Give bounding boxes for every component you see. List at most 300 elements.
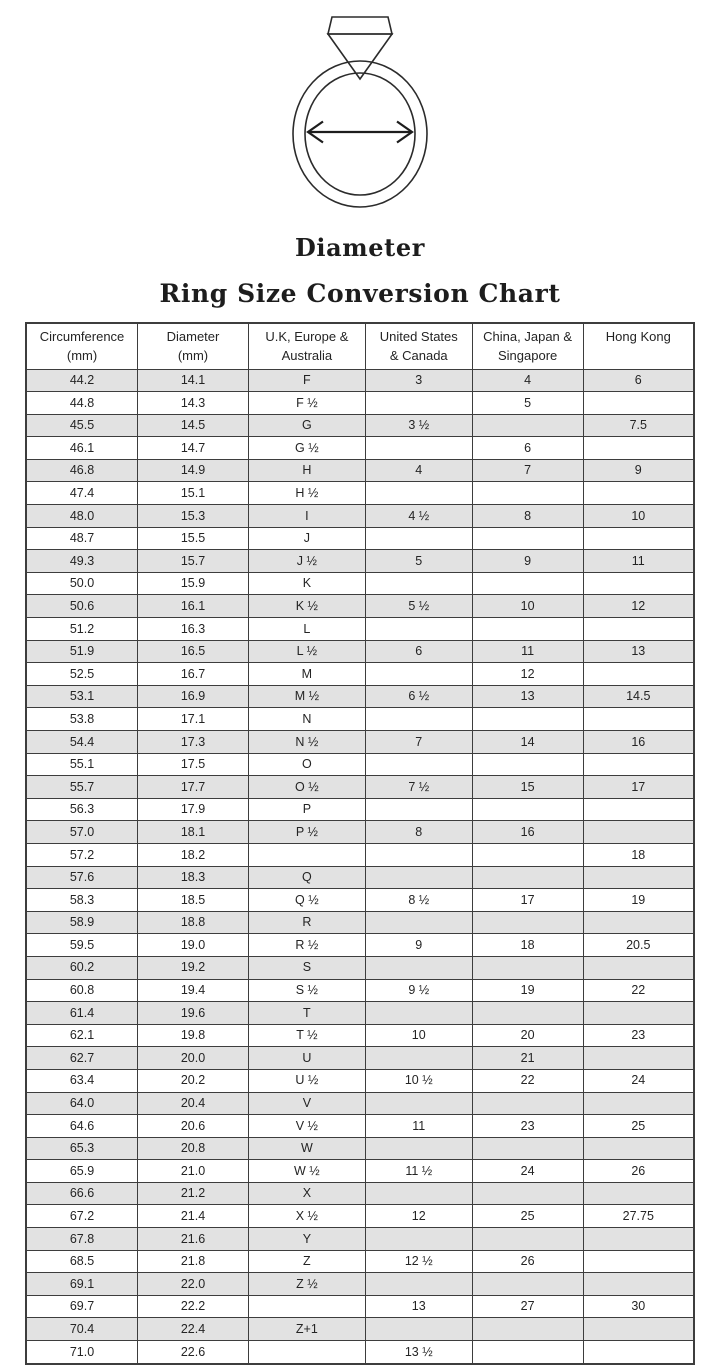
cell: 9 ½ xyxy=(365,979,472,1002)
cell xyxy=(583,1047,694,1070)
cell: 18.1 xyxy=(138,821,249,844)
cell xyxy=(365,1273,472,1296)
cell: 69.1 xyxy=(26,1273,138,1296)
cell: 20.0 xyxy=(138,1047,249,1070)
cell: 7 ½ xyxy=(365,776,472,799)
cell: 16.1 xyxy=(138,595,249,618)
cell: 25 xyxy=(472,1205,583,1228)
cell xyxy=(583,618,694,641)
cell: 56.3 xyxy=(26,798,138,821)
table-row xyxy=(26,685,694,708)
cell xyxy=(365,392,472,415)
cell: V ½ xyxy=(248,1115,365,1138)
cell xyxy=(472,956,583,979)
cell: 5 xyxy=(365,550,472,573)
cell xyxy=(365,1002,472,1025)
table-row xyxy=(26,392,694,415)
cell xyxy=(365,1047,472,1070)
cell: 8 xyxy=(472,505,583,528)
cell: 61.4 xyxy=(26,1002,138,1025)
cell: O xyxy=(248,753,365,776)
table-row xyxy=(26,595,694,618)
column-header-diameter: Diameter (mm) xyxy=(138,323,249,369)
cell: 19.8 xyxy=(138,1024,249,1047)
table-row xyxy=(26,1250,694,1273)
cell: 51.9 xyxy=(26,640,138,663)
cell xyxy=(472,1273,583,1296)
ring-outer-band xyxy=(293,61,427,207)
cell: 6 xyxy=(583,369,694,392)
cell: 11 ½ xyxy=(365,1160,472,1183)
cell: T ½ xyxy=(248,1024,365,1047)
cell: 71.0 xyxy=(26,1341,138,1364)
cell: 21 xyxy=(472,1047,583,1070)
cell xyxy=(365,1228,472,1251)
cell xyxy=(583,866,694,889)
cell xyxy=(365,866,472,889)
table-row xyxy=(26,505,694,528)
cell xyxy=(365,572,472,595)
cell: W xyxy=(248,1137,365,1160)
cell: 7 xyxy=(365,731,472,754)
cell: 21.8 xyxy=(138,1250,249,1273)
cell xyxy=(472,1341,583,1364)
cell: Q ½ xyxy=(248,889,365,912)
cell: 20.4 xyxy=(138,1092,249,1115)
cell: 22.2 xyxy=(138,1295,249,1318)
cell: 16 xyxy=(583,731,694,754)
cell xyxy=(365,956,472,979)
cell xyxy=(583,1273,694,1296)
cell: L xyxy=(248,618,365,641)
cell: 11 xyxy=(365,1115,472,1138)
cell: N ½ xyxy=(248,731,365,754)
cell: 22.4 xyxy=(138,1318,249,1341)
cell xyxy=(365,482,472,505)
cell xyxy=(365,527,472,550)
cell xyxy=(583,1228,694,1251)
table-row xyxy=(26,731,694,754)
cell: 13 ½ xyxy=(365,1341,472,1364)
cell: 13 xyxy=(365,1295,472,1318)
table-row xyxy=(26,482,694,505)
cell: 17.9 xyxy=(138,798,249,821)
diameter-caption: Diameter xyxy=(295,233,425,262)
cell: 48.0 xyxy=(26,505,138,528)
cell: 17.5 xyxy=(138,753,249,776)
table-row xyxy=(26,414,694,437)
cell xyxy=(365,1137,472,1160)
table-row xyxy=(26,663,694,686)
cell: 17.7 xyxy=(138,776,249,799)
cell: 53.8 xyxy=(26,708,138,731)
cell: 14 xyxy=(472,731,583,754)
cell xyxy=(365,437,472,460)
cell: 5 xyxy=(472,392,583,415)
table-row xyxy=(26,889,694,912)
cell: 50.6 xyxy=(26,595,138,618)
cell xyxy=(583,663,694,686)
cell: 60.8 xyxy=(26,979,138,1002)
cell: Z ½ xyxy=(248,1273,365,1296)
cell: 57.0 xyxy=(26,821,138,844)
cell: 65.9 xyxy=(26,1160,138,1183)
cell: 17 xyxy=(583,776,694,799)
cell: 58.9 xyxy=(26,911,138,934)
cell xyxy=(365,618,472,641)
cell: 15.9 xyxy=(138,572,249,595)
cell: 20.5 xyxy=(583,934,694,957)
cell: 19 xyxy=(472,979,583,1002)
table-row xyxy=(26,776,694,799)
cell: F xyxy=(248,369,365,392)
table-row xyxy=(26,1137,694,1160)
cell: P ½ xyxy=(248,821,365,844)
table-row xyxy=(26,798,694,821)
header-row xyxy=(26,323,694,369)
cell: 21.6 xyxy=(138,1228,249,1251)
cell: 66.6 xyxy=(26,1182,138,1205)
cell: 10 xyxy=(365,1024,472,1047)
cell: 24 xyxy=(583,1069,694,1092)
table-row xyxy=(26,1115,694,1138)
cell: 20.6 xyxy=(138,1115,249,1138)
cell: 63.4 xyxy=(26,1069,138,1092)
cell: 19.6 xyxy=(138,1002,249,1025)
cell: G xyxy=(248,414,365,437)
cell xyxy=(583,708,694,731)
table-row xyxy=(26,1182,694,1205)
cell: 67.8 xyxy=(26,1228,138,1251)
cell: 16 xyxy=(472,821,583,844)
cell: 6 xyxy=(472,437,583,460)
column-header-circumference: Circumference (mm) xyxy=(26,323,138,369)
cell xyxy=(365,663,472,686)
cell: 18.2 xyxy=(138,843,249,866)
table-row xyxy=(26,550,694,573)
cell: 21.2 xyxy=(138,1182,249,1205)
cell xyxy=(583,911,694,934)
cell: 23 xyxy=(583,1024,694,1047)
table-row xyxy=(26,459,694,482)
cell xyxy=(472,843,583,866)
cell: 21.0 xyxy=(138,1160,249,1183)
cell: 12 ½ xyxy=(365,1250,472,1273)
table-row xyxy=(26,1295,694,1318)
cell: U xyxy=(248,1047,365,1070)
table-row xyxy=(26,1047,694,1070)
table-row xyxy=(26,1318,694,1341)
cell: 30 xyxy=(583,1295,694,1318)
cell: 15.7 xyxy=(138,550,249,573)
cell: 7 xyxy=(472,459,583,482)
cell: 13 xyxy=(472,685,583,708)
cell xyxy=(365,708,472,731)
ring-size-conversion-table xyxy=(25,322,695,1365)
page-title: Ring Size Conversion Chart xyxy=(159,279,561,308)
cell: 13 xyxy=(583,640,694,663)
diameter-arrow-icon xyxy=(308,122,412,143)
cell: N xyxy=(248,708,365,731)
cell: 11 xyxy=(583,550,694,573)
cell xyxy=(472,1092,583,1115)
cell: 9 xyxy=(583,459,694,482)
cell: 20 xyxy=(472,1024,583,1047)
cell: S xyxy=(248,956,365,979)
cell: Z xyxy=(248,1250,365,1273)
cell: 16.7 xyxy=(138,663,249,686)
cell xyxy=(472,911,583,934)
cell: 62.7 xyxy=(26,1047,138,1070)
cell xyxy=(583,1341,694,1364)
cell: F ½ xyxy=(248,392,365,415)
cell xyxy=(583,1137,694,1160)
cell: O ½ xyxy=(248,776,365,799)
cell: 17.3 xyxy=(138,731,249,754)
cell: 45.5 xyxy=(26,414,138,437)
table-row xyxy=(26,1273,694,1296)
table-row xyxy=(26,1069,694,1092)
ring-inner-band xyxy=(305,73,415,195)
table-row xyxy=(26,979,694,1002)
cell: 46.1 xyxy=(26,437,138,460)
table-row xyxy=(26,866,694,889)
cell: 44.8 xyxy=(26,392,138,415)
cell: 24 xyxy=(472,1160,583,1183)
table-row xyxy=(26,821,694,844)
cell: 21.4 xyxy=(138,1205,249,1228)
cell: 12 xyxy=(583,595,694,618)
cell: I xyxy=(248,505,365,528)
cell: U ½ xyxy=(248,1069,365,1092)
cell: 54.4 xyxy=(26,731,138,754)
cell: M ½ xyxy=(248,685,365,708)
cell xyxy=(472,1002,583,1025)
cell: 16.3 xyxy=(138,618,249,641)
table-row xyxy=(26,572,694,595)
cell: J ½ xyxy=(248,550,365,573)
cell xyxy=(583,1250,694,1273)
cell xyxy=(472,414,583,437)
cell: 14.3 xyxy=(138,392,249,415)
cell: 67.2 xyxy=(26,1205,138,1228)
table-row xyxy=(26,437,694,460)
cell xyxy=(583,482,694,505)
cell: 4 xyxy=(472,369,583,392)
cell xyxy=(583,572,694,595)
cell xyxy=(472,753,583,776)
cell: 22 xyxy=(472,1069,583,1092)
cell: 68.5 xyxy=(26,1250,138,1273)
table-body xyxy=(26,369,694,1364)
cell: 50.0 xyxy=(26,572,138,595)
cell: 46.8 xyxy=(26,459,138,482)
cell: 55.1 xyxy=(26,753,138,776)
table-row xyxy=(26,1228,694,1251)
table-row xyxy=(26,1160,694,1183)
cell: 52.5 xyxy=(26,663,138,686)
cell: 49.3 xyxy=(26,550,138,573)
cell: 16.9 xyxy=(138,685,249,708)
cell: 70.4 xyxy=(26,1318,138,1341)
cell: 51.2 xyxy=(26,618,138,641)
cell xyxy=(365,1318,472,1341)
cell: 44.2 xyxy=(26,369,138,392)
cell: 23 xyxy=(472,1115,583,1138)
cell: 18 xyxy=(472,934,583,957)
cell: 15.5 xyxy=(138,527,249,550)
cell: 12 xyxy=(365,1205,472,1228)
cell: J xyxy=(248,527,365,550)
cell: S ½ xyxy=(248,979,365,1002)
cell: 9 xyxy=(472,550,583,573)
cell: 15.3 xyxy=(138,505,249,528)
cell xyxy=(583,392,694,415)
cell: X ½ xyxy=(248,1205,365,1228)
cell: 18.3 xyxy=(138,866,249,889)
cell: X xyxy=(248,1182,365,1205)
table-row xyxy=(26,618,694,641)
cell: 22.6 xyxy=(138,1341,249,1364)
cell: 47.4 xyxy=(26,482,138,505)
cell: L ½ xyxy=(248,640,365,663)
table-row xyxy=(26,708,694,731)
cell: R xyxy=(248,911,365,934)
cell: 22 xyxy=(583,979,694,1002)
cell: 59.5 xyxy=(26,934,138,957)
cell: Y xyxy=(248,1228,365,1251)
cell: 6 ½ xyxy=(365,685,472,708)
cell: 48.7 xyxy=(26,527,138,550)
cell xyxy=(472,482,583,505)
cell: H xyxy=(248,459,365,482)
cell: K ½ xyxy=(248,595,365,618)
cell: 14.7 xyxy=(138,437,249,460)
cell: 11 xyxy=(472,640,583,663)
cell: 4 xyxy=(365,459,472,482)
cell xyxy=(472,572,583,595)
cell xyxy=(583,821,694,844)
cell: 69.7 xyxy=(26,1295,138,1318)
cell: 19 xyxy=(583,889,694,912)
cell xyxy=(472,1228,583,1251)
cell: 8 xyxy=(365,821,472,844)
cell: 8 ½ xyxy=(365,889,472,912)
cell: 12 xyxy=(472,663,583,686)
cell: 3 xyxy=(365,369,472,392)
cell: 26 xyxy=(583,1160,694,1183)
ring-diameter-figure xyxy=(0,0,720,216)
cell xyxy=(365,1092,472,1115)
cell xyxy=(583,527,694,550)
cell: 4 ½ xyxy=(365,505,472,528)
cell: 19.0 xyxy=(138,934,249,957)
cell: 20.8 xyxy=(138,1137,249,1160)
cell xyxy=(583,1092,694,1115)
cell xyxy=(472,1318,583,1341)
cell: 64.6 xyxy=(26,1115,138,1138)
cell xyxy=(365,798,472,821)
cell xyxy=(472,708,583,731)
cell xyxy=(583,1182,694,1205)
cell xyxy=(472,866,583,889)
cell: P xyxy=(248,798,365,821)
cell: 18 xyxy=(583,843,694,866)
table-row xyxy=(26,911,694,934)
cell: 14.5 xyxy=(138,414,249,437)
cell xyxy=(583,1318,694,1341)
cell: 5 ½ xyxy=(365,595,472,618)
table-row xyxy=(26,843,694,866)
cell: R ½ xyxy=(248,934,365,957)
cell xyxy=(365,753,472,776)
cell: K xyxy=(248,572,365,595)
column-header-hong-kong: Hong Kong xyxy=(583,323,694,369)
table-row xyxy=(26,1024,694,1047)
cell: 16.5 xyxy=(138,640,249,663)
cell xyxy=(583,437,694,460)
cell: 19.4 xyxy=(138,979,249,1002)
cell xyxy=(248,1295,365,1318)
cell: 10 xyxy=(583,505,694,528)
cell xyxy=(472,1137,583,1160)
cell xyxy=(365,1182,472,1205)
cell: 9 xyxy=(365,934,472,957)
cell: T xyxy=(248,1002,365,1025)
cell: Q xyxy=(248,866,365,889)
cell: 27 xyxy=(472,1295,583,1318)
table-row xyxy=(26,1092,694,1115)
cell xyxy=(472,527,583,550)
cell xyxy=(365,911,472,934)
cell: 62.1 xyxy=(26,1024,138,1047)
table-row xyxy=(26,1002,694,1025)
column-header-china-japan-singapore: China, Japan & Singapore xyxy=(472,323,583,369)
cell xyxy=(472,798,583,821)
cell: 53.1 xyxy=(26,685,138,708)
cell: 20.2 xyxy=(138,1069,249,1092)
cell xyxy=(583,753,694,776)
table-row xyxy=(26,753,694,776)
table-row xyxy=(26,369,694,392)
cell: 14.5 xyxy=(583,685,694,708)
cell: 14.9 xyxy=(138,459,249,482)
cell: 14.1 xyxy=(138,369,249,392)
cell xyxy=(583,798,694,821)
cell: 15.1 xyxy=(138,482,249,505)
cell: 18.8 xyxy=(138,911,249,934)
cell: G ½ xyxy=(248,437,365,460)
cell: 15 xyxy=(472,776,583,799)
cell: 18.5 xyxy=(138,889,249,912)
cell: V xyxy=(248,1092,365,1115)
cell: H ½ xyxy=(248,482,365,505)
table-row xyxy=(26,934,694,957)
cell: 22.0 xyxy=(138,1273,249,1296)
cell: 64.0 xyxy=(26,1092,138,1115)
cell: M xyxy=(248,663,365,686)
table-row xyxy=(26,956,694,979)
table-row xyxy=(26,1205,694,1228)
cell xyxy=(583,956,694,979)
cell xyxy=(365,843,472,866)
cell: 6 xyxy=(365,640,472,663)
cell xyxy=(472,618,583,641)
cell: 57.6 xyxy=(26,866,138,889)
cell: Z+1 xyxy=(248,1318,365,1341)
cell: 27.75 xyxy=(583,1205,694,1228)
cell: 17.1 xyxy=(138,708,249,731)
